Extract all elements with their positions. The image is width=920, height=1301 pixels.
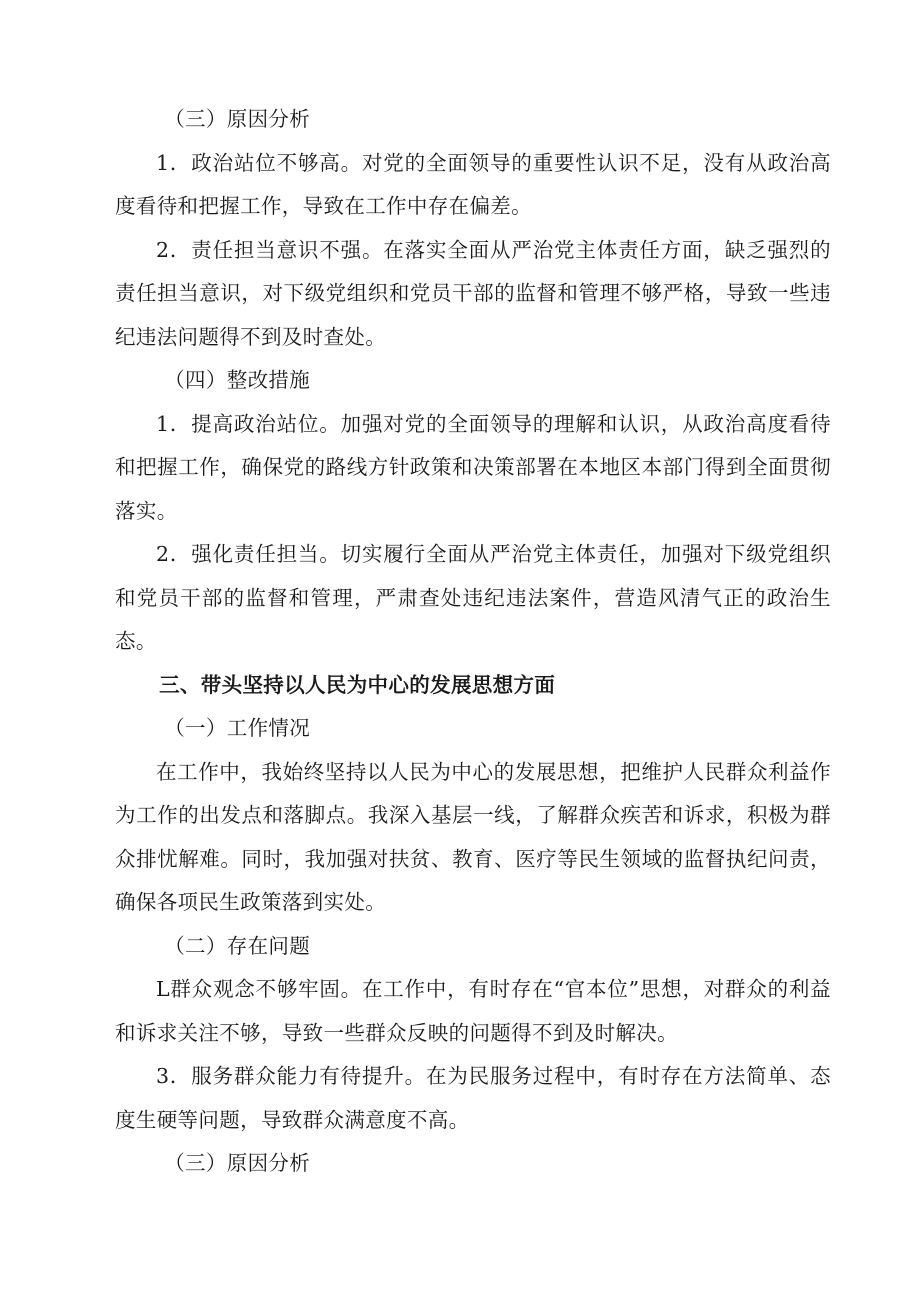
section-heading-people-centered: 三、带头坚持以人民为中心的发展思想方面 bbox=[159, 672, 556, 697]
paragraph-responsibility: 2．责任担当意识不强。在落实全面从严治党主体责任方面，缺乏强烈的责任担当意识，对下级党组织和党员干部的监督和管理不够严格，导致一些违纪违法问题得不到及时查处。 bbox=[115, 237, 831, 349]
document-body bbox=[115, 98, 831, 1186]
section-subheading-cause-analysis-2: （三）原因分析 bbox=[164, 1151, 311, 1175]
paragraph-political-stance: 1．政治站位不够高。对党的全面领导的重要性认识不足，没有从政治高度看待和把握工作，导致在工作中存在偏差。 bbox=[115, 150, 831, 218]
paragraph-mass-concept: L群众观念不够牢固。在工作中，有时存在“官本位”思想，对群众的利益和诉求关注不够，导致一些群众反映的问题得不到及时解决。 bbox=[115, 977, 831, 1045]
paragraph-strengthen-responsibility: 2．强化责任担当。切实履行全面从严治党主体责任，加强对下级党组织和党员干部的监督和管理，严肃查处违纪违法案件，营造风清气正的政治生态。 bbox=[115, 542, 831, 653]
paragraph-improve-stance: 1．提高政治站位。加强对党的全面领导的理解和认识，从政治高度看待和把握工作，确保党的路线方针政策和决策部署在本地区本部门得到全面贯彻落实。 bbox=[115, 411, 831, 523]
section-subheading-cause-analysis: （三）原因分析 bbox=[164, 107, 311, 131]
paragraph-work-status: 在工作中，我始终坚持以人民为中心的发展思想，把维护人民群众利益作为工作的出发点和落脚点。我深入基层一线，了解群众疾苦和诉求，积极为群众排忧解难。同时，我加强对扶贫、教育、医疗等民生领域的监督执纪问责，确保各项民生政策落到实处。 bbox=[115, 759, 831, 914]
section-subheading-rectification: （四）整改措施 bbox=[164, 368, 311, 392]
paragraph-service-ability: 3．服务群众能力有待提升。在为民服务过程中，有时存在方法简单、态度生硬等问题，导致群众满意度不高。 bbox=[115, 1064, 831, 1132]
section-subheading-problems: （二）存在问题 bbox=[164, 933, 311, 958]
section-subheading-work-status: （一）工作情况 bbox=[164, 716, 311, 740]
